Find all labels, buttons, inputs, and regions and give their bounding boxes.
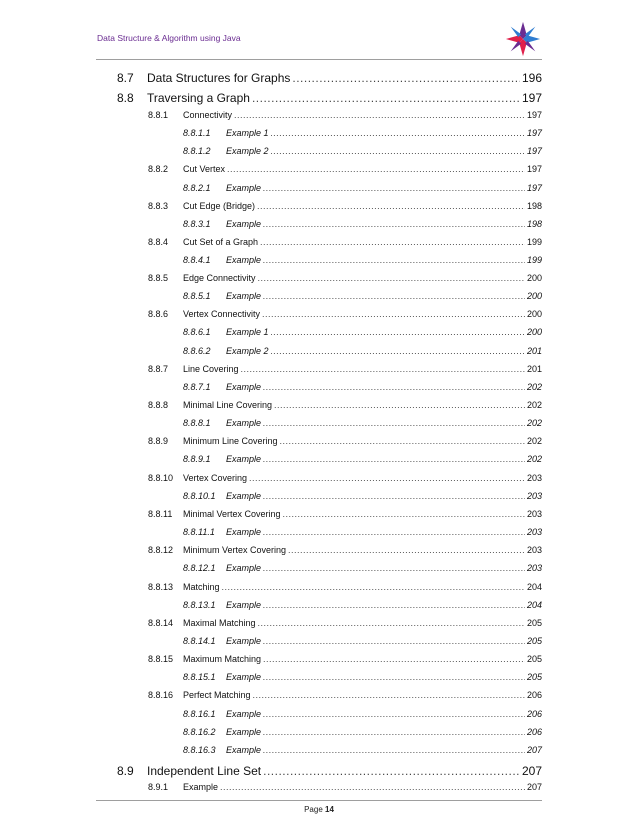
toc-entry-number: 8.8.3.1 (183, 219, 211, 229)
toc-entry-page: 196 (521, 71, 542, 85)
toc-entry-title: Example (226, 255, 262, 265)
toc-entry-page: 200 (526, 291, 542, 301)
footer-page-number: 14 (325, 805, 334, 814)
dot-leader (263, 654, 525, 664)
toc-entry-number: 8.8.5 (148, 273, 169, 283)
toc-entry-number: 8.8.16.1 (183, 709, 216, 719)
dot-leader (263, 291, 525, 301)
toc-entry-page: 198 (526, 201, 542, 211)
dot-leader (263, 764, 520, 778)
toc-entry-number: 8.7 (117, 71, 134, 85)
toc-entry-page: 202 (526, 454, 542, 464)
toc-entry-number: 8.8.16 (148, 690, 174, 700)
toc-entry-title: Data Structures for Graphs (147, 71, 291, 85)
toc-entry-number: 8.8.4 (148, 237, 169, 247)
toc-entry-number: 8.8.2 (148, 164, 169, 174)
dot-leader (280, 436, 525, 446)
toc-entry-title: Cut Vertex (183, 164, 226, 174)
toc-entry-number: 8.8.9 (148, 436, 169, 446)
toc-entry-title: Line Covering (183, 364, 239, 374)
toc-entry-title: Example (226, 491, 262, 501)
toc-entry-number: 8.8 (117, 91, 134, 105)
dot-leader (274, 400, 525, 410)
toc-entry-number: 8.8.11 (148, 509, 173, 519)
toc-entry-page: 202 (526, 418, 542, 428)
toc-entry-page: 197 (526, 128, 542, 138)
dot-leader (271, 146, 525, 156)
toc-entry-page: 200 (526, 327, 542, 337)
toc-entry-title: Example (226, 454, 262, 464)
toc-entry-number: 8.8.16.2 (183, 727, 216, 737)
toc-entry-page: 205 (526, 654, 542, 664)
toc-entry-page: 197 (526, 110, 542, 120)
toc-entry-title: Example (226, 600, 262, 610)
toc-entry-page: 199 (526, 255, 542, 265)
toc-entry-number: 8.8.8.1 (183, 418, 211, 428)
toc-entry-number: 8.8.2.1 (183, 183, 211, 193)
toc-entry-number: 8.8.14 (148, 618, 174, 628)
toc-entry-title: Example (226, 727, 262, 737)
footer-page-label: Page (304, 805, 323, 814)
toc-entry-page: 207 (526, 745, 542, 755)
dot-leader (262, 309, 525, 319)
dot-leader (220, 782, 525, 792)
toc-entry-title: Example (226, 672, 262, 682)
toc-entry-number: 8.8.4.1 (183, 255, 211, 265)
toc-entry-number: 8.8.13.1 (183, 600, 216, 610)
dot-leader (263, 255, 525, 265)
toc-entry-number: 8.8.6.1 (183, 327, 211, 337)
dot-leader (252, 91, 520, 105)
toc-entry-page: 206 (526, 709, 542, 719)
toc-entry-title: Example 1 (226, 327, 269, 337)
toc-entry-number: 8.8.1.1 (183, 128, 211, 138)
toc-entry-page: 207 (526, 782, 542, 792)
toc-entry-page: 205 (526, 636, 542, 646)
toc-entry-number: 8.8.12 (148, 545, 174, 555)
toc-entry-title: Example (226, 291, 262, 301)
toc-entry-number: 8.9 (117, 764, 134, 778)
toc-entry-title: Example (183, 782, 219, 792)
toc-entry-number: 8.8.6.2 (183, 346, 211, 356)
toc-entry-title: Perfect Matching (183, 690, 251, 700)
toc-entry-title: Example (226, 418, 262, 428)
toc-entry-page: 199 (526, 237, 542, 247)
toc-entry-title: Connectivity (183, 110, 233, 120)
dot-leader (271, 128, 525, 138)
dot-leader (258, 618, 525, 628)
toc-entry-page: 206 (526, 690, 542, 700)
toc-entry-page: 200 (526, 273, 542, 283)
toc-entry-number: 8.8.1.2 (183, 146, 211, 156)
toc-entry-title: Vertex Connectivity (183, 309, 261, 319)
dot-leader (241, 364, 525, 374)
toc-entry-title: Matching (183, 582, 220, 592)
toc-entry-title: Minimum Vertex Covering (183, 545, 287, 555)
toc-entry-number: 8.8.13 (148, 582, 174, 592)
dot-leader (234, 110, 525, 120)
toc-entry-page: 203 (526, 491, 542, 501)
dot-leader (292, 71, 520, 85)
toc-entry-title: Example (226, 709, 262, 719)
toc-entry-page: 207 (521, 764, 542, 778)
toc-entry-page: 201 (526, 346, 542, 356)
toc-entry-title: Example 2 (226, 346, 269, 356)
dot-leader (227, 164, 525, 174)
toc-entry-page: 198 (526, 219, 542, 229)
toc-entry-page: 202 (526, 382, 542, 392)
dot-leader (263, 382, 525, 392)
toc-entry-title: Example 1 (226, 128, 269, 138)
dot-leader (263, 418, 525, 428)
toc-entry-number: 8.8.6 (148, 309, 169, 319)
toc-entry-number: 8.8.1 (148, 110, 169, 120)
dot-leader (257, 201, 525, 211)
toc-entry-title: Minimum Line Covering (183, 436, 278, 446)
toc-entry-page: 203 (526, 545, 542, 555)
toc-entry-number: 8.8.7.1 (183, 382, 211, 392)
dot-leader (222, 582, 525, 592)
toc-entry-title: Minimal Line Covering (183, 400, 273, 410)
dot-leader (263, 219, 525, 229)
toc-entry-title: Cut Edge (Bridge) (183, 201, 256, 211)
toc-entry-number: 8.8.3 (148, 201, 169, 211)
dot-leader (260, 237, 525, 247)
toc-entry-number: 8.8.15.1 (183, 672, 216, 682)
toc-entry-number: 8.8.14.1 (183, 636, 216, 646)
dot-leader (263, 491, 525, 501)
toc-entry-title: Example (226, 745, 262, 755)
toc-entry-page: 197 (526, 146, 542, 156)
dot-leader (253, 690, 525, 700)
dot-leader (263, 527, 525, 537)
toc-entry-page: 204 (526, 582, 542, 592)
dot-leader (263, 563, 525, 573)
toc-entry-title: Maximal Matching (183, 618, 256, 628)
toc-entry-title: Example (226, 527, 262, 537)
toc-entry-number: 8.9.1 (148, 782, 169, 792)
toc-entry-page: 205 (526, 618, 542, 628)
dot-leader (263, 745, 525, 755)
toc-entry-title: Example (226, 563, 262, 573)
toc-entry-title: Vertex Covering (183, 473, 248, 483)
toc-entry-number: 8.8.10.1 (183, 491, 216, 501)
dot-leader (263, 727, 525, 737)
toc-entry-number: 8.8.16.3 (183, 745, 216, 755)
dot-leader (263, 636, 525, 646)
toc-entry-page: 197 (526, 183, 542, 193)
toc-entry-page: 202 (526, 400, 542, 410)
toc-entry-page: 203 (526, 473, 542, 483)
toc-entry-title: Traversing a Graph (147, 91, 250, 105)
toc-entry-number: 8.8.10 (148, 473, 174, 483)
toc-entry-title: Minimal Vertex Covering (183, 509, 281, 519)
toc-entry-page: 201 (526, 364, 542, 374)
toc-entry-page: 202 (526, 436, 542, 446)
toc-entry-title: Maximum Matching (183, 654, 262, 664)
toc-entry-page: 203 (526, 509, 542, 519)
toc-entry-page: 203 (526, 563, 542, 573)
toc-entry-page: 197 (521, 91, 542, 105)
toc-entry-number: 8.8.15 (148, 654, 174, 664)
header-divider (96, 59, 542, 60)
dot-leader (263, 709, 525, 719)
footer-divider (96, 800, 542, 801)
toc-entry-number: 8.8.5.1 (183, 291, 211, 301)
dot-leader (263, 600, 525, 610)
page-footer (0, 805, 638, 814)
dot-leader (249, 473, 525, 483)
dot-leader (263, 454, 525, 464)
toc-entry-title: Example (226, 382, 262, 392)
toc-entry-page: 206 (526, 727, 542, 737)
toc-entry-number: 8.8.11.1 (183, 527, 215, 537)
toc-entry-title: Example (226, 636, 262, 646)
toc-entry-page: 204 (526, 600, 542, 610)
toc-entry-number: 8.8.8 (148, 400, 169, 410)
toc-entry-title: Example 2 (226, 146, 269, 156)
dot-leader (263, 672, 525, 682)
dot-leader (288, 545, 525, 555)
toc-entry-title: Cut Set of a Graph (183, 237, 259, 247)
toc-entry-title: Example (226, 183, 262, 193)
dot-leader (283, 509, 525, 519)
toc-entry-title: Example (226, 219, 262, 229)
toc-entry-page: 197 (526, 164, 542, 174)
toc-entry-number: 8.8.7 (148, 364, 169, 374)
header-title: Data Structure & Algorithm using Java (97, 33, 241, 43)
toc-entry-title: Independent Line Set (147, 764, 262, 778)
toc-entry-number: 8.8.12.1 (183, 563, 216, 573)
dot-leader (258, 273, 525, 283)
toc-entry-title: Edge Connectivity (183, 273, 256, 283)
toc-entry-number: 8.8.9.1 (183, 454, 211, 464)
ribbon-star-logo-icon (504, 20, 542, 58)
toc-entry-page: 205 (526, 672, 542, 682)
dot-leader (263, 183, 525, 193)
dot-leader (271, 327, 525, 337)
toc-entry-page: 203 (526, 527, 542, 537)
dot-leader (271, 346, 525, 356)
toc-entry-page: 200 (526, 309, 542, 319)
